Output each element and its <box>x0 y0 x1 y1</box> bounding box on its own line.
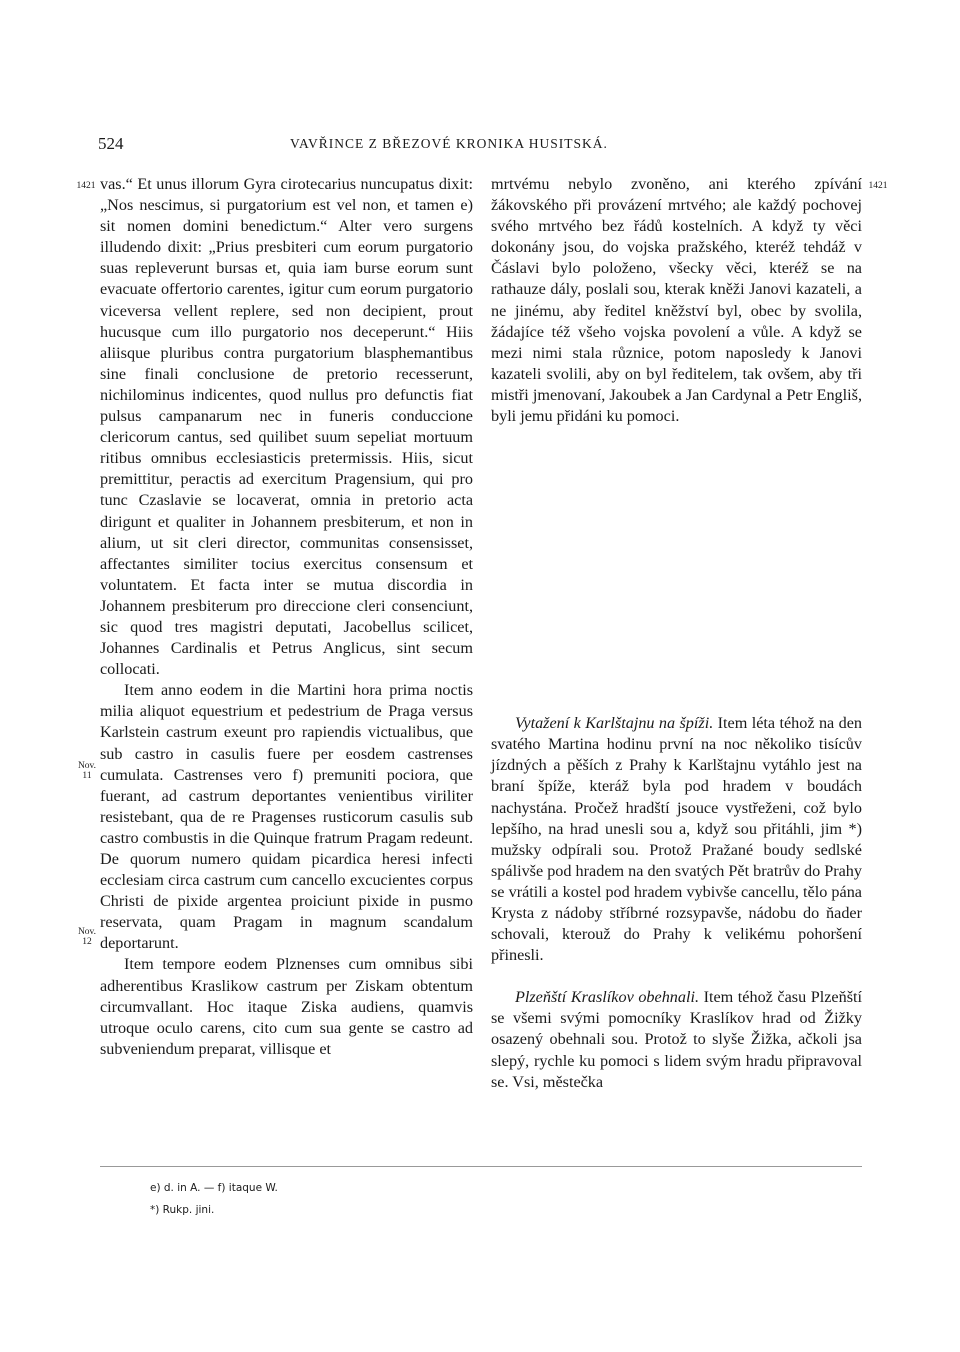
margin-date-nov-11: Nov. 11 <box>77 761 97 781</box>
latin-column <box>100 174 473 1060</box>
czech-paragraph-text: Item léta téhož na den svatého Martina hodinu první na noc několiko tisícův jízdných a pěších z Prahy k Karlštajnu vytáhlo jest na braní špíže, kteráž byla pod hradem v boudách nachystána. Pročež hradští jsouce vystřeženi, což bylo lepšího, na hrad unesli sou a, když sou přitáhli, jim *) mužsky odpírali sou. Protož Pražané boudy sedlské spálivše pod hradem na den svatých Pět bratrův do Prahy se vrátili a kostel pod hradem vybivše cancellu, tělo pána Krysta z nádoby stříbrné rozsypavše, nádobu do ňader schovali, kterouž do Prahy k velikému pohoršení přinesli. <box>491 714 863 965</box>
margin-year-left: 1421 <box>76 181 96 191</box>
latin-paragraph: Item anno eodem in die Martini hora prima noctis milia aliquot equestrium et pedestrium de Praga versus Karlstein castrum exeunt pro rapiendis victualibus, que sub castro in casulis fuere per eosdem castrenses cumulata. Castrenses vero f) premuniti pociora, que fuerant, ad castrum deportantes venientibus viriliter resistebant, qua de re Pragenses rusticorum casulis sub castro combustis in die Quinque fratrum Pragam redeunt. De quorum numero quidam picardica heresi infecti ecclesiam circa castrum cum cancello excucientes corpus Christi de pixide argentea proiciunt pixide in pusmo reservata, quam Pragam in magnum scandalum deportarunt. <box>100 681 473 953</box>
margin-date-nov-12: Nov. 12 <box>77 927 97 947</box>
latin-paragraph: Item tempore eodem Plznenses cum omnibus sibi adherentibus Kraslikow castrum per Ziskam obtentum circumvallant. Hoc itaque Ziska audiens, quamvis utroque oculo carens, cito cum sua gente se castro ad subveniendum preparat, villisque et <box>100 955 473 1058</box>
page-number: 524 <box>98 134 124 153</box>
latin-paragraph: vas.“ Et unus illorum Gyra cirotecarius nuncupatus dixit: „Nos nescimus, si purgatorium est vel non, et tamen e) sit nomen domini benedictum.“ Alter vero surgens illudendo dixit: „Prius presbiteri cum eorum purgatorio suas repleverunt bursas et, quia iam burse eorum sunt evacuate offertorio carentes, igitur cum eorum purgatorio viceversa vellent replere, sed non decipient, prout hucusque cum illo purgatorio nos deceperunt.“ Hiis aliisque pluribus contra purgatorium blasphemantibus sine finali conclusione de pretorio recesserunt, nichilominus indicentes, quod nullus pro defunctis fiat pulsus campanarum nec in funeris conduccione clericorum cantus, sed quilibet suum sepeliat mortuum ritibus omnibus ecclesiasticis pretermissis. Hiis, sicut premittitur, peractis ad exercitum Pragensium, qui pro tunc Czaslavie se locaverat, omnia in pretorio acta dirigunt et qualiter in Johannem presbiterum, et non in alium, ut sit cleri director, communitas consensisset, affectantes similiter tocius exercitus consensum et voluntatem. Et facta inter se mutua discordia in Johannem presbiterum pro direccione cleri consenciunt, sic quod tres magistri deputati, Jacobellus scilicet, Johannes Cardinalis et Petrus Anglicus, sint secum collocati. <box>100 175 473 679</box>
margin-year-right: 1421 <box>868 181 888 191</box>
section-heading: Vytažení k Karlštajnu na špíži. <box>515 714 714 733</box>
czech-paragraph-with-heading <box>491 987 862 1092</box>
footnote-rule <box>100 1166 862 1167</box>
footnote-czech: *) Rukp. jini. <box>150 1204 215 1216</box>
running-title: VAVŘINCE Z BŘEZOVÉ KRONIKA HUSITSKÁ. <box>290 136 608 151</box>
czech-paragraph-with-heading <box>491 713 862 966</box>
czech-paragraph: mrtvému nebylo zvoněno, ani kterého zpívání žákovského při provázení mrtvého; ale každý pochovej svého mrtvého bez řádů kostelních. A když ty věci dokonány jsou, do vojska pražského, kteréž tehdáž v Čáslavi bylo položeno, všecky věci, kteréž se na rathauze dály, poslali sou, kterak kněži Janovi kazateli, a ne jinému, aby ředitel kněžství byl, obec by svolila, žádajíce též všeho vojska povolení a vůle. A když se mezi nimi stala různice, potom naposledy k Janovi kazateli svolili, aby on byl ředitelem, tak ovšem, aby tři mistři jmenovaní, Jakoubek a Jan Cardynal a Petr Engliš, byli jemu přidáni ku pomoci. <box>491 175 862 426</box>
czech-column <box>491 174 862 1093</box>
footnote-latin: e) d. in A. — f) itaque W. <box>150 1182 278 1194</box>
czech-paragraph-text: Item téhož času Plzeňští se všemi svými pomocníky Kraslíkov hrad od Žižky osazený obehnali sou. Protož to slyše Žižka, ačkoli jsa slepý, rychle ku pomoci s lidem svým hradu připravoval se. Vsi, městečka <box>491 988 862 1091</box>
section-heading: Plzeňští Kraslíkov obehnali. <box>515 988 700 1007</box>
